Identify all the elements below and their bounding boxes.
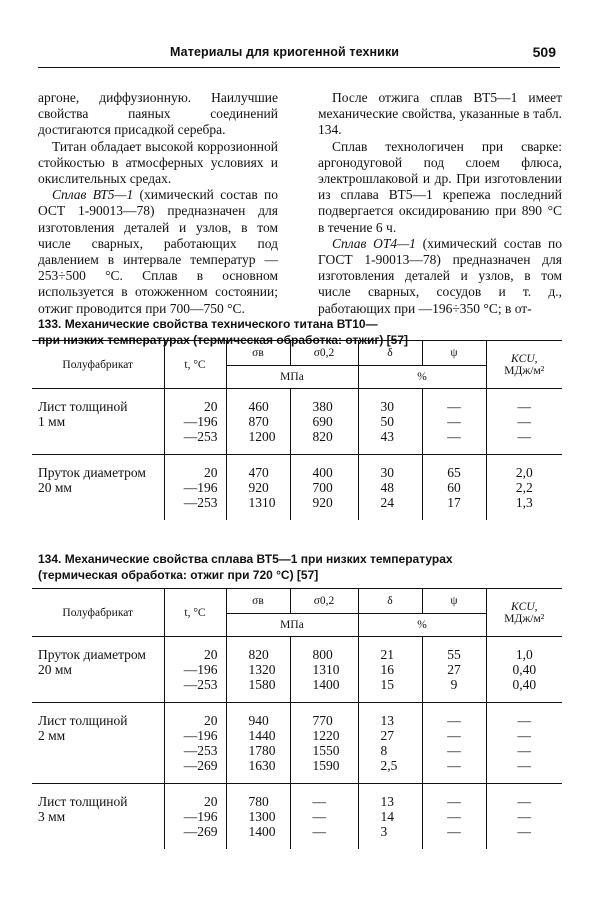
cell-line: — [312,809,326,824]
cell-product [32,784,164,850]
unit-mpa: МПа [226,614,358,637]
cell-line: Пруток диаметром [38,647,146,662]
alloy-name: Сплав ОТ4—1 [332,235,416,251]
cell-line: 8 [380,743,388,758]
page-number: 509 [532,44,556,60]
cell-kcu [486,784,562,850]
cell-line: 1310 [312,662,340,677]
cell-line: — [447,399,461,414]
cell-line: —196 [183,728,218,743]
cell-line: 2,0 [515,465,533,480]
cell-line: — [517,713,531,728]
cell-line: 20 [204,794,218,809]
cell-temp [164,637,226,703]
paragraph-text: (химический состав по ОСТ 1-90013—78) предназначен для изготовления деталей и узлов, в том числе сварных, работающих под давлением в интервале температур —253÷500 °С. Сплав в основном используется в отожженном состоянии; отжиг проводится при 700—750 °С. [38,187,278,316]
cell-line: — [517,743,531,758]
cell-line: Лист толщиной [38,794,128,809]
cell-line: — [447,743,461,758]
cell-line: 13 [380,794,394,809]
cell-line: 920 [312,495,333,510]
cell-delta [358,389,422,455]
cell-line: 940 [248,713,269,728]
alloy-name: Сплав ВТ5—1 [52,187,134,203]
paragraph: Титан обладает высокой коррозионной стойкостью в атмосферных условиях и окислительных средах. [38,138,278,187]
cell-delta [358,637,422,703]
cell-line: 1220 [312,728,340,743]
kcu-unit: МДж/м² [504,612,545,625]
cell-temp [164,389,226,455]
cell-line: 1,3 [515,495,533,510]
cell-line: — [517,758,531,773]
cell-line: — [517,794,531,809]
cell-line: 870 [248,414,269,429]
table-133 [32,340,562,520]
cell-line: —196 [183,662,218,677]
cell-line: 2,2 [515,480,533,495]
cell-line: 3 [380,824,388,839]
cell-product [32,703,164,784]
cell-line: Лист толщиной [38,399,128,414]
kcu-label: KCU, [510,600,538,613]
cell-line: — [447,728,461,743]
cell-line: —196 [183,809,218,824]
cell-line: 20 мм [38,662,72,677]
table-134-caption [38,551,558,583]
cell-line: 20 [204,399,218,414]
cell-line: 380 [312,399,333,414]
paragraph: аргоне, диффузионную. Наилучшие свойства паяных соединений достигаются присадкой серебра. [38,90,278,138]
col-header-temp: t, °C [164,589,226,637]
table-row [32,455,562,521]
cell-line: 1400 [312,677,340,692]
cell-line: 1630 [248,758,276,773]
cell-line: 1300 [248,809,276,824]
cell-line: 16 [380,662,394,677]
cell-line: 1310 [248,495,276,510]
caption-line: при низких температурах (термическая обработка: отжиг) [57] [38,333,408,347]
cell-line: Пруток диаметром [38,465,146,480]
cell-line: 1400 [248,824,276,839]
table-row [32,389,562,455]
cell-line: — [517,429,531,444]
col-header-temp: t, °C [164,341,226,389]
cell-line: 20 [204,465,218,480]
paragraph: Сплав технологичен при сварке: аргонодуговой под слоем флюса, электрошлаковой и др. При изготовлении из сплава ВТ5—1 крепежа последний подвергается оксидированию при 890 °С в течение 6 ч. [318,138,562,235]
col-header-sigma-b: σв [226,589,290,614]
cell-line: 460 [248,399,269,414]
cell-line: 2,5 [380,758,398,773]
cell-line: — [447,713,461,728]
left-text-column [38,90,278,317]
cell-kcu [486,637,562,703]
kcu-unit: МДж/м² [504,364,545,377]
cell-line: 48 [380,480,394,495]
cell-line: —253 [183,677,218,692]
paragraph [38,187,278,317]
cell-line: —269 [183,758,218,773]
cell-line: —253 [183,743,218,758]
cell-delta [358,703,422,784]
cell-line: —253 [183,429,218,444]
right-text-column [318,90,562,317]
cell-kcu [486,703,562,784]
cell-line: 27 [380,728,394,743]
cell-line: — [447,758,461,773]
col-header-kcu [486,589,562,637]
cell-line: 0,40 [512,677,537,692]
cell-product [32,637,164,703]
col-header-delta: δ [358,589,422,614]
cell-line: — [447,429,461,444]
cell-line: — [312,794,326,809]
cell-psi [422,784,486,850]
cell-line: 690 [312,414,333,429]
cell-line: 1550 [312,743,340,758]
cell-temp [164,703,226,784]
cell-psi [422,455,486,521]
cell-sigma-b [226,389,290,455]
cell-psi [422,637,486,703]
unit-mpa: МПа [226,366,358,389]
col-header-product: Полуфабрикат [32,589,164,637]
cell-line: 17 [447,495,461,510]
cell-sigma-b [226,784,290,850]
cell-line: — [447,794,461,809]
cell-line: 30 [380,399,394,414]
cell-psi [422,703,486,784]
col-header-kcu [486,341,562,389]
cell-line: 820 [248,647,269,662]
cell-sigma-02 [290,389,358,455]
cell-line: 1580 [248,677,276,692]
cell-line: 820 [312,429,333,444]
cell-line: — [447,414,461,429]
cell-sigma-02 [290,784,358,850]
col-header-product: Полуфабрикат [32,341,164,389]
cell-line: —196 [183,480,218,495]
caption-line: 134. Механические свойства сплава ВТ5—1 при низких температурах [38,552,453,566]
cell-line: 400 [312,465,333,480]
caption-line: 133. Механические свойства технического титана ВТ10— [38,317,378,331]
cell-line: 20 мм [38,480,72,495]
cell-line: 1780 [248,743,276,758]
table-row [32,637,562,703]
cell-psi [422,389,486,455]
cell-line: — [447,824,461,839]
cell-line: 21 [380,647,394,662]
cell-line: 700 [312,480,333,495]
cell-line: — [517,809,531,824]
cell-line: 1440 [248,728,276,743]
cell-line: 60 [447,480,461,495]
cell-line: 2 мм [38,728,66,743]
col-header-psi: ψ [422,341,486,366]
cell-line: 1,0 [515,647,533,662]
running-head [0,45,600,67]
cell-temp [164,455,226,521]
kcu-label: KCU, [510,352,538,365]
cell-line: Лист толщиной [38,713,128,728]
cell-line: — [517,728,531,743]
cell-line: 20 [204,647,218,662]
cell-line: — [517,824,531,839]
cell-sigma-b [226,455,290,521]
cell-line: 1320 [248,662,276,677]
unit-percent: % [358,366,486,389]
cell-line: 20 [204,713,218,728]
cell-delta [358,784,422,850]
col-header-delta: δ [358,341,422,366]
cell-line: 13 [380,713,394,728]
cell-sigma-b [226,703,290,784]
table-body [32,637,562,850]
cell-line: — [447,809,461,824]
cell-line: 55 [447,647,461,662]
table-row [32,784,562,850]
cell-sigma-b [226,637,290,703]
cell-kcu [486,389,562,455]
table-row [32,703,562,784]
running-head-title: Материалы для криогенной техники [170,45,400,59]
cell-line: 27 [447,662,461,677]
table-header [32,341,562,389]
cell-temp [164,784,226,850]
paragraph: После отжига сплав ВТ5—1 имеет механические свойства, указанные в табл. 134. [318,90,562,138]
cell-line: 470 [248,465,269,480]
cell-line: 43 [380,429,394,444]
cell-line: 14 [380,809,394,824]
cell-line: 30 [380,465,394,480]
col-header-sigma-02: σ0,2 [290,589,358,614]
cell-line: 920 [248,480,269,495]
cell-sigma-02 [290,455,358,521]
col-header-sigma-b: σв [226,341,290,366]
cell-kcu [486,455,562,521]
cell-line: — [517,399,531,414]
cell-line: 3 мм [38,809,66,824]
col-header-sigma-02: σ0,2 [290,341,358,366]
col-header-psi: ψ [422,589,486,614]
cell-line: 65 [447,465,461,480]
paragraph [318,236,562,317]
cell-line: 15 [380,677,394,692]
cell-line: — [517,414,531,429]
cell-line: 0,40 [512,662,537,677]
cell-line: —269 [183,824,218,839]
cell-line: 50 [380,414,394,429]
cell-line: 780 [248,794,269,809]
cell-line: 1590 [312,758,340,773]
header-rule [38,67,560,68]
cell-delta [358,455,422,521]
paragraph-text: (химический состав по ГОСТ 1-90013—78) предназначен для изготовления деталей и узлов, в том числе сварных, сосудов и т. д., работающих при —196÷350 °С; в от- [318,235,562,316]
cell-line: 24 [380,495,394,510]
cell-line: 800 [312,647,333,662]
table-header [32,589,562,637]
cell-line: —196 [183,414,218,429]
unit-percent: % [358,614,486,637]
cell-line: 1200 [248,429,276,444]
cell-line: —253 [183,495,218,510]
caption-line: (термическая обработка: отжиг при 720 °С) [57] [38,568,319,582]
cell-line: — [312,824,326,839]
cell-line: 770 [312,713,333,728]
cell-line: 9 [450,677,458,692]
cell-product [32,455,164,521]
cell-product [32,389,164,455]
table-body [32,389,562,521]
table-134 [32,588,562,849]
cell-sigma-02 [290,703,358,784]
cell-sigma-02 [290,637,358,703]
cell-line: 1 мм [38,414,66,429]
